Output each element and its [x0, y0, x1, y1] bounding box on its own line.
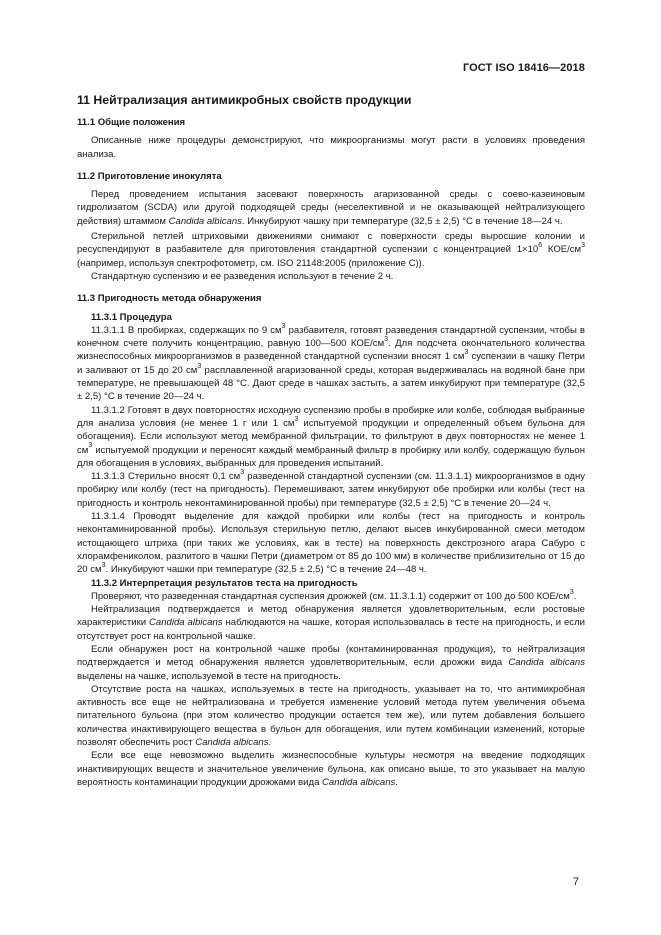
section-11-3-1-title: 11.3.1 Процедура: [91, 311, 172, 323]
paragraph-11-3-2-1: Проверяют, что разведенная стандартная суспензия дрожжей (см. 11.3.1.1) содержит от 100 до 500 КОЕ/$см^3$.: [91, 588, 577, 602]
paragraph-11-2-3: Стандартную суспензию и ее разведения используют в течение 2 ч.: [91, 270, 394, 282]
section-11-title: 11 Нейтрализация антимикробных свойств продукции: [77, 93, 412, 107]
paragraph-11-3-1-2: 11.3.1.2 Готовят в двух повторностях исходную суспензию пробы в пробирке или колбе, соблюдая выбранные для анализа условия (не менее 1 г или 1 $см^3$ испытуемой продукции и определенный объем бульона для обогащения). Если используют метод мембранной фильтрации, то фильтруют в двух повторностях не менее 1 $см^3$ испытуемой продукции и переносят каждый мембранный фильтр в пробирку или колбу, содержащую бульон для обогащения в условиях, выбранных для проведения испытаний.: [77, 404, 585, 469]
paragraph-11-3-1-4: 11.3.1.4 Проводят выделение для каждой пробирки или колбы (тест на пригодность и контроль неконтаминированной пробы). Используя стерильную петлю, делают высев инкубированной смеси методом истощающего штриха (при таких же условиях, как в тесте) на поверхность декстрозного агара Сабуро с хлорамфениколом, разлитого в чашки Петри (диаметром от 85 до 100 мм) в количестве приблизительно от 15 до 20 $см^3$. Инкубируют чашки при температуре (32,5 ± 2,5) °С в течение 24—48 ч.: [77, 511, 585, 576]
section-11-1-title: 11.1 Общие положения: [77, 117, 186, 128]
paragraph-11-3-2-5: Если все еще невозможно выделить жизнеспособные культуры несмотря на введение подходящих инактивирующих веществ и значительное увеличение бульона, как описано выше, то это указывает на малую вероятность контаминации продукции дрожжами вида Candida albicans.: [77, 750, 585, 788]
paragraph-11-3-2-4: Отсутствие роста на чашках, используемых в тесте на пригодность, указывает на то, что антимикробная активность все еще не нейтрализована и требуется изменение условий метода путем увеличения объема питательного бульона (при этом количество продукции остается тем же), или путем добавления большего количества инактивирующего вещества в бульон для обогащения, или путем комбинации изменений, которые позволят обеспечить рост Candida albicans.: [77, 683, 585, 749]
section-11-3-2-title: 11.3.2 Интерпретация результатов теста на пригодность: [91, 577, 358, 589]
paragraph-11-2-2: Стерильной петлей штриховыми движениями снимают с поверхности среды выросшие колонии и ресуспендируют в разбавителе для приготовления стандартной суспензии с концентрацией $1\times 10^6$ КОЕ/$см^3$ (например, используя спектрофотометр, см. ISO 21148:2005 (приложение С)).: [77, 231, 586, 269]
document-code: ГОСТ ISO 18416—2018: [462, 62, 585, 74]
paragraph-11-1: Описанные ниже процедуры демонстрируют, что микроорганизмы могут расти в условиях проведения анализа.: [77, 135, 585, 160]
section-11-2-title: 11.2 Приготовление инокулята: [77, 170, 222, 182]
document-body: [77, 93, 585, 789]
paragraph-11-3-2-3: Если обнаружен рост на контрольной чашке пробы (контаминированная продукция), то нейтрализация подтверждается и метод обнаружения является удовлетворительным, если дрожжи вида Candida albicans выделены на чашке, используемой в тесте на пригодность.: [77, 643, 585, 682]
paragraph-11-3-1-1: 11.3.1.1 В пробирках, содержащих по 9 $см^3$ разбавителя, готовят разведения стандартной суспензии, чтобы в конечном счете получить концентрацию, равную 100—500 КОЕ/$см^3$. Для подсчета окончательного количества жизнеспособных микроорганизмов в разведенной стандартной суспензии вносят 1 $см^3$ суспензии в чашку Петри и заливают от 15 до 20 $см^3$ расплавленной агаризованной среды, которая выдерживалась на водяной бане при температуре, не превышающей 48 °С. Дают среде в чашках застыть, а затем инкубируют при температуре (32,5 ± 2,5) °С в течение 20—24 ч.: [77, 322, 586, 403]
paragraph-11-2-1: Перед проведением испытания засевают поверхность агаризованной среды с соево-казеиновым гидролизатом (SCDA) или другой подходящей среды (неселективной и не оказывающей нейтрализующего действия) штаммом Candida albicans. Инкубируют чашку при температуре (32,5 ± 2,5) °С в течение 18—24 ч.: [77, 189, 585, 227]
paragraph-11-3-1-3: 11.3.1.3 Стерильно вносят 0,1 $см^3$ разведенной стандартной суспензии (см. 11.3.1.1) микроорганизмов в одну пробирку или колбу (тест на пригодность). Перемешивают, затем инкубируют обе пробирки или колбы (тест на пригодность и контроль неконтаминированной пробы) при температуре (32,5 ± 2,5) °С в течение 20—24 ч.: [77, 468, 585, 509]
paragraph-11-3-2-2: Нейтрализация подтверждается и метод обнаружения является удовлетворительным, если ростовые характеристики Candida albicans наблюдаются на чашке, которая использовалась в тесте на пригодность, и если отсутствует рост на контрольной чашке.: [77, 604, 585, 642]
page-number: 7: [572, 876, 579, 888]
section-11-3-title: 11.3 Пригодность метода обнаружения: [77, 293, 262, 305]
